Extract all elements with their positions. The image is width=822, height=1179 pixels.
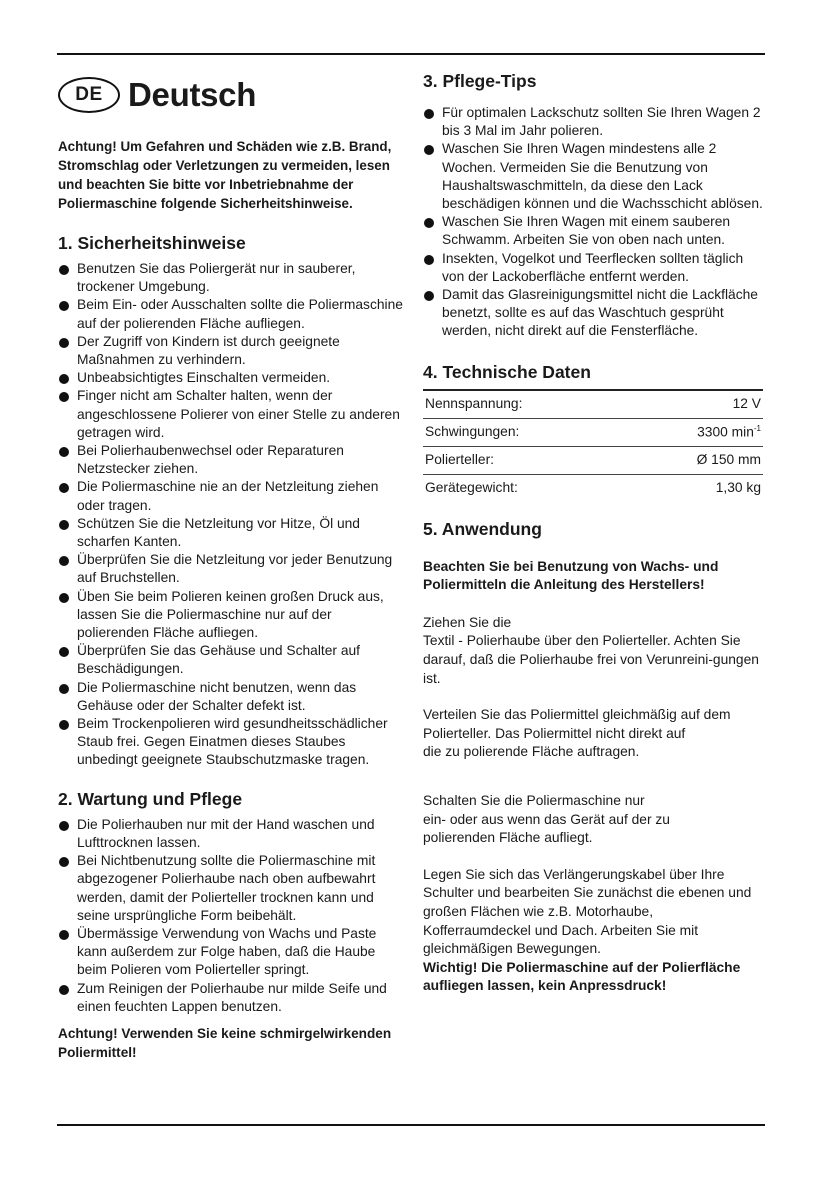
table-row	[423, 446, 763, 474]
usage-paragraph: Legen Sie sich das Verlängerungskabel über Ihre Schulter und bearbeiten Sie zunächst die ebenen und großen Flächen wie z.B. Motorhaube, Kofferraumdeckel und Dach. Arbeiten Sie mit gleichmäßigen Bewegungen. Wichtig! Die Poliermaschine auf der Polierfläche aufliegen lassen, kein Anpressdruck!	[423, 866, 763, 996]
usage-note: Beachten Sie bei Benutzung von Wachs- und Poliermitteln die Anleitung des Herstellers!	[423, 558, 719, 593]
table-row	[423, 418, 763, 446]
list-item: Überprüfen Sie das Gehäuse und Schalter auf Beschädigungen.	[58, 642, 404, 678]
tech-data-table	[423, 389, 763, 502]
language-title: Deutsch	[128, 76, 257, 113]
spec-value: 12 V	[626, 390, 763, 419]
bullet-icon	[424, 109, 434, 119]
list-item: Beim Ein- oder Ausschalten sollte die Poliermaschine auf der polierenden Fläche aufliegen.	[58, 296, 404, 332]
bullet-icon	[59, 520, 69, 530]
section-technical-data	[423, 361, 763, 502]
list-item: Zum Reinigen der Polierhaube nur milde Seife und einen feuchten Lappen benutzen.	[58, 980, 404, 1016]
bullet-icon	[59, 593, 69, 603]
list-item: Damit das Glasreinigungsmittel nicht die Lackfläche benetzt, sollte es auf das Waschtuch gesprüht werden, nicht direkt auf die Fensterfläche.	[423, 286, 763, 341]
spec-value: 1,30 kg	[626, 474, 763, 502]
bullet-icon	[59, 647, 69, 657]
bullet-icon	[59, 930, 69, 940]
list-item: Benutzen Sie das Poliergerät nur in sauberer, trockener Umgebung.	[58, 260, 404, 296]
bottom-rule	[57, 1124, 765, 1126]
bullet-icon	[59, 857, 69, 867]
list-item: Finger nicht am Schalter halten, wenn der angeschlossene Polierer von einer Stelle zu anderen getragen wird.	[58, 387, 404, 442]
bullet-list	[58, 260, 404, 770]
usage-paragraph: Schalten Sie die Poliermaschine nur ein- oder aus wenn das Gerät auf der zu polierenden Fläche aufliegt.	[423, 792, 670, 846]
bullet-icon	[424, 145, 434, 155]
table-row	[423, 390, 763, 419]
bullet-icon	[59, 265, 69, 275]
list-item: Waschen Sie Ihren Wagen mindestens alle 2 Wochen. Vermeiden Sie die Benutzung von Haushaltswaschmitteln, da diese den Lack beschädigen können und die Wachsschicht ablösen.	[423, 140, 763, 213]
bullet-icon	[424, 218, 434, 228]
language-badge: DE	[58, 77, 120, 113]
section-care-tips	[423, 70, 763, 341]
list-item: Die Polierhauben nur mit der Hand waschen und Lufttrocknen lassen.	[58, 816, 404, 852]
bullet-icon	[424, 291, 434, 301]
spec-label: Gerätegewicht:	[423, 474, 626, 502]
bullet-icon	[59, 301, 69, 311]
intro-warning: Achtung! Um Gefahren und Schäden wie z.B. Brand, Stromschlag oder Verletzungen zu vermeiden, lesen und beachten Sie bitte vor Inbetriebnahme der Poliermaschine folgende Sicherheitshinweise.	[58, 139, 392, 211]
bullet-list	[423, 104, 763, 341]
language-header	[58, 66, 404, 124]
bullet-list	[58, 816, 404, 1016]
section-title: 2. Wartung und Pflege	[58, 788, 243, 809]
list-item: Unbeabsichtigtes Einschalten vermeiden.	[58, 369, 404, 387]
bullet-icon	[59, 483, 69, 493]
bullet-icon	[59, 985, 69, 995]
bullet-icon	[59, 374, 69, 384]
left-column	[58, 66, 404, 1076]
bullet-icon	[59, 447, 69, 457]
spec-value: Ø 150 mm	[626, 446, 763, 474]
bullet-icon	[59, 556, 69, 566]
list-item: Waschen Sie Ihren Wagen mit einem sauberen Schwamm. Arbeiten Sie von oben nach unten.	[423, 213, 763, 249]
bullet-icon	[59, 684, 69, 694]
bullet-icon	[59, 392, 69, 402]
list-item: Bei Nichtbenutzung sollte die Poliermaschine mit abgezogener Polierhaube nach oben aufbewahrt werden, damit der Polierteller trocknen kann und seine ursprüngliche Form beibehält.	[58, 852, 404, 925]
usage-paragraph: Verteilen Sie das Poliermittel gleichmäßig auf dem Polierteller. Das Poliermittel nicht direkt auf die zu polierende Fläche auftragen.	[423, 707, 731, 760]
usage-important-note: Wichtig! Die Poliermaschine auf der Polierfläche aufliegen lassen, kein Anpressdruck!	[423, 959, 741, 994]
maintenance-warning: Achtung! Verwenden Sie keine schmirgelwirkenden Poliermittel!	[58, 1025, 392, 1060]
list-item: Üben Sie beim Polieren keinen großen Druck aus, lassen Sie die Poliermaschine nur auf der polierenden Fläche aufliegen.	[58, 588, 404, 643]
section-title: 4. Technische Daten	[423, 361, 591, 382]
list-item: Überprüfen Sie die Netzleitung vor jeder Benutzung auf Bruchstellen.	[58, 551, 404, 587]
bullet-icon	[59, 338, 69, 348]
list-item: Die Poliermaschine nie an der Netzleitung ziehen oder tragen.	[58, 478, 404, 514]
section-usage	[423, 518, 763, 996]
section-title: 3. Pflege-Tips	[423, 71, 537, 91]
section-safety	[58, 232, 404, 770]
bullet-icon	[59, 720, 69, 730]
top-rule	[57, 53, 765, 55]
right-column	[423, 70, 763, 996]
spec-label: Polierteller:	[423, 446, 626, 474]
section-title: 5. Anwendung	[423, 518, 542, 539]
list-item: Insekten, Vogelkot und Teerflecken sollten täglich von der Lackoberfläche entfernt werden.	[423, 250, 763, 286]
list-item: Die Poliermaschine nicht benutzen, wenn das Gehäuse oder der Schalter defekt ist.	[58, 679, 404, 715]
list-item: Bei Polierhaubenwechsel oder Reparaturen Netzstecker ziehen.	[58, 442, 404, 478]
section-maintenance	[58, 788, 404, 1062]
list-item: Übermässige Verwendung von Wachs und Paste kann außerdem zur Folge haben, daß die Haube beim Polieren vom Polierteller springt.	[58, 925, 404, 980]
list-item: Für optimalen Lackschutz sollten Sie Ihren Wagen 2 bis 3 Mal im Jahr polieren.	[423, 104, 763, 140]
bullet-icon	[59, 821, 69, 831]
spec-label: Schwingungen:	[423, 418, 626, 446]
list-item: Schützen Sie die Netzleitung vor Hitze, Öl und scharfen Kanten.	[58, 515, 404, 551]
spec-label: Nennspannung:	[423, 390, 626, 419]
section-title: 1. Sicherheitshinweise	[58, 233, 246, 253]
bullet-icon	[424, 255, 434, 265]
table-row	[423, 474, 763, 502]
list-item: Der Zugriff von Kindern ist durch geeignete Maßnahmen zu verhindern.	[58, 333, 404, 369]
spec-value: 3300 $\min^{-1}$	[626, 418, 763, 446]
usage-paragraph: Ziehen Sie die Textil - Polierhaube über den Polierteller. Achten Sie darauf, daß die Polierhaube frei von Verunreini-gungen ist.	[423, 614, 759, 686]
list-item: Beim Trockenpolieren wird gesundheitsschädlicher Staub frei. Gegen Einatmen dieses Staubes unbedingt geeignete Staubschutzmaske tragen.	[58, 715, 404, 770]
